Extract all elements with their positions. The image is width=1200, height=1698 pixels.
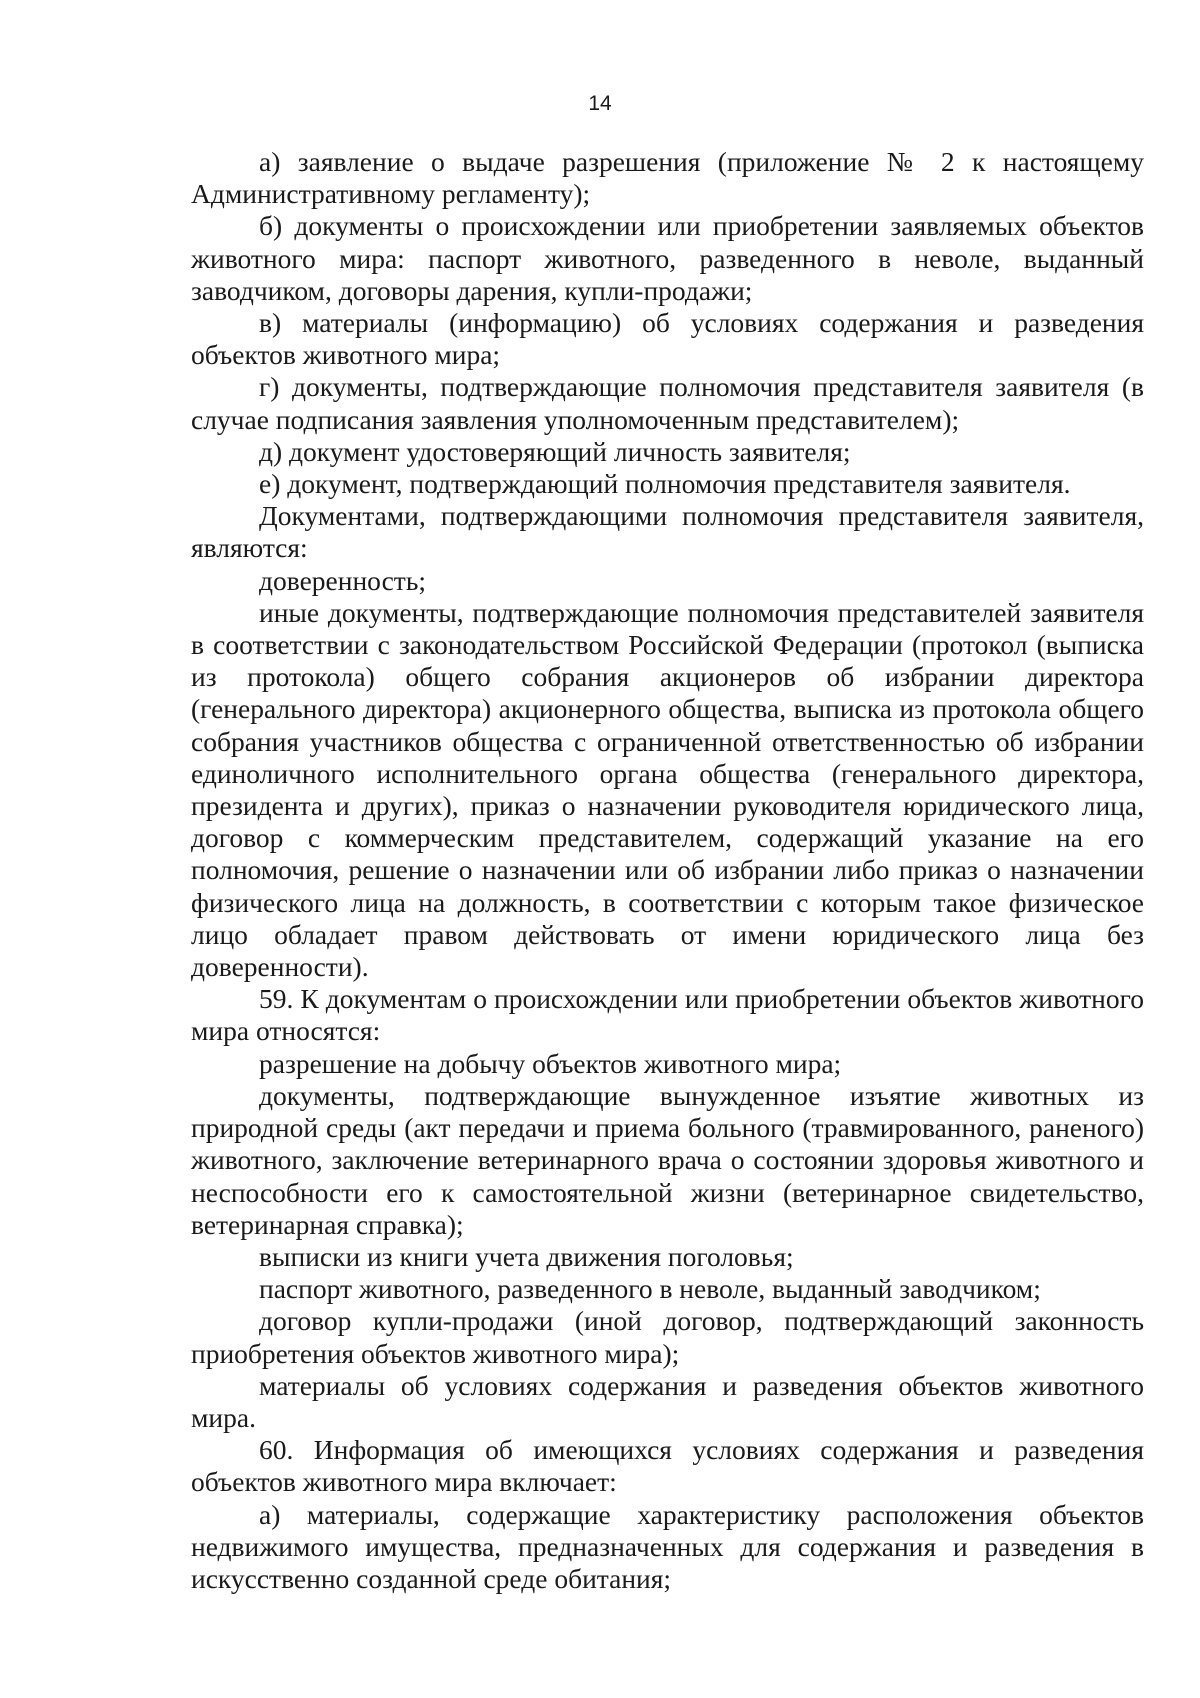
- page-number: 14: [588, 92, 612, 115]
- paragraph-application: а) заявление о выдаче разрешения (приложение № 2 к настоящему Административному регламенту);: [191, 146, 1144, 210]
- paragraph-authority-document: е) документ, подтверждающий полномочия представителя заявителя.: [259, 468, 1071, 500]
- paragraph-authority-documents-intro: Документами, подтверждающими полномочия представителя заявителя, являются:: [191, 500, 1144, 564]
- paragraph-keeping-materials: в) материалы (информацию) об условиях содержания и разведения объектов животного мира;: [191, 307, 1144, 371]
- paragraph-livestock-book: выписки из книги учета движения поголовья;: [259, 1240, 794, 1272]
- paragraph-other-documents: иные документы, подтверждающие полномочия представителей заявителя в соответствии с законодательством Российской Федерации (протокол (выписка из протокола) общего собрания акционеров об избрании директора (генерального директора) акционерного общества, выписка из протокола общего собрания участников общества с ограниченной ответственностью об избрании единоличного исполнительного органа общества (генерального директора, президента и других), приказ о назначении руководителя юридического лица, договор с коммерческим представителем, содержащий указание на его полномочия, решение о назначении или об избрании либо приказ о назначении физического лица на должность, в соответствии с которым такое физическое лицо обладает правом действовать от имени юридического лица без доверенности).: [191, 596, 1144, 983]
- paragraph-sale-contract: договор купли-продажи (иной договор, подтверждающий законность приобретения объектов животного мира);: [191, 1305, 1144, 1369]
- paragraph-item-60: 60. Информация об имеющихся условиях содержания и разведения объектов животного мира включает:: [191, 1434, 1144, 1498]
- document-body: [191, 146, 1144, 1595]
- paragraph-power-of-attorney: доверенность;: [259, 564, 427, 596]
- paragraph-keeping-conditions: материалы об условиях содержания и разведения объектов животного мира.: [191, 1369, 1144, 1433]
- paragraph-breeder-passport: паспорт животного, разведенного в неволе, выданный заводчиком;: [259, 1273, 1041, 1305]
- paragraph-real-estate-materials: а) материалы, содержащие характеристику расположения объектов недвижимого имущества, предназначенных для содержания и разведения в искусственно созданной среде обитания;: [191, 1498, 1144, 1594]
- paragraph-identity-document: д) документ удостоверяющий личность заявителя;: [259, 435, 851, 467]
- paragraph-item-59: 59. К документам о происхождении или приобретении объектов животного мира относятся:: [191, 983, 1144, 1047]
- paragraph-hunting-permit: разрешение на добычу объектов животного мира;: [259, 1047, 842, 1079]
- paragraph-origin-documents: б) документы о происхождении или приобретении заявляемых объектов животного мира: паспорт животного, разведенного в неволе, выданный заводчиком, договоры дарения, купли-продажи;: [191, 210, 1144, 306]
- paragraph-forced-removal: документы, подтверждающие вынужденное изъятие животных из природной среды (акт передачи и приема больного (травмированного, раненого) животного, заключение ветеринарного врача о состоянии здоровья животного и неспособности его к самостоятельной жизни (ветеринарное свидетельство, ветеринарная справка);: [191, 1079, 1144, 1240]
- paragraph-representative-authority: г) документы, подтверждающие полномочия представителя заявителя (в случае подписания заявления уполномоченным представителем);: [191, 371, 1144, 435]
